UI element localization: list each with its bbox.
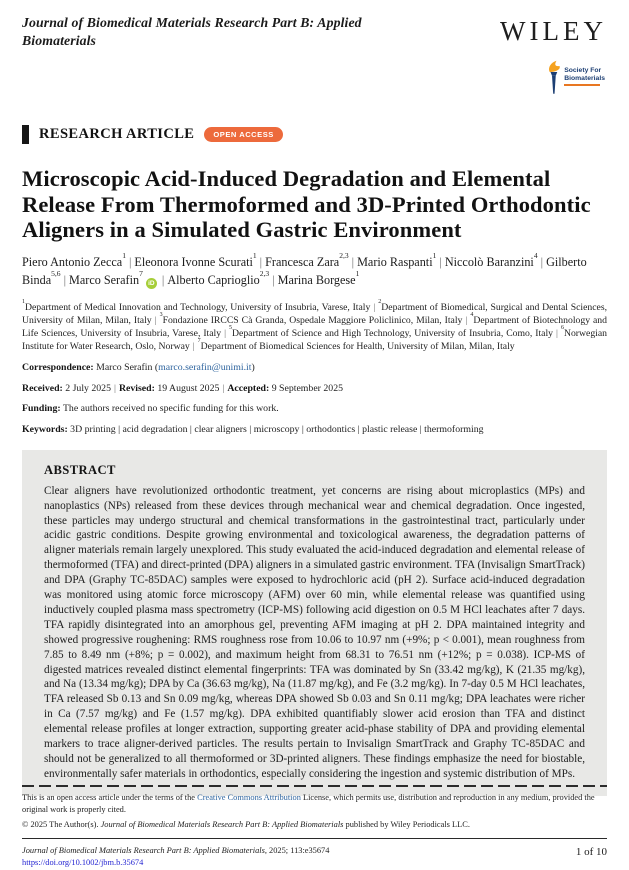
journal-name: Journal of Biomedical Materials Research Part B: Applied Biomaterials xyxy=(22,15,362,49)
affiliation: $^6$Norwegian Institute for Water Research, Oslo, Norway xyxy=(22,325,608,352)
affiliation-list xyxy=(22,298,608,354)
citation-line xyxy=(22,845,329,858)
separator: | xyxy=(222,382,225,394)
page-header xyxy=(22,14,607,101)
author: Alberto Caprioglio$^{2,3}$ xyxy=(167,268,270,288)
correspondence-text-after: ) xyxy=(251,361,255,373)
separator: | xyxy=(128,254,132,269)
article-type-label: RESEARCH ARTICLE xyxy=(39,126,195,142)
abstract-heading: ABSTRACT xyxy=(44,462,116,477)
doi-link[interactable]: https://doi.org/10.1002/jbm.b.35674 xyxy=(22,858,144,868)
copyright-journal-name: Journal of Biomedical Materials Research Part B: Applied Biomaterials xyxy=(100,820,344,830)
wiley-logo: WILEY xyxy=(500,16,607,46)
citation-block xyxy=(22,845,329,870)
date-item: Revised: 19 August 2025 xyxy=(118,382,220,394)
date-item: Accepted: 9 September 2025 xyxy=(227,382,343,394)
footer-bottom-row xyxy=(22,845,607,870)
separator: | xyxy=(63,273,67,288)
funding-line xyxy=(22,403,607,416)
dates-line xyxy=(22,383,607,396)
open-access-badge: OPEN ACCESS xyxy=(204,127,283,141)
keywords-text: 3D printing | acid degradation | clear aligners | microscopy | orthodontics | plastic release | thermoforming xyxy=(70,423,484,435)
copyright-text-after: published by Wiley Periodicals LLC. xyxy=(343,820,470,830)
affiliation: $^4$Department of Biotechnology and Life Sciences, University of Insubria, Varese, Italy xyxy=(22,311,607,339)
citation-journal-name: Journal of Biomedical Materials Research Part B: Applied Biomaterials xyxy=(22,845,265,855)
affiliation: $^2$Department of Biomedical, Surgical and Dental Sciences, University of Milan, Milan, Italy xyxy=(22,298,608,326)
author: Gilberto Binda$^{5,6}$ xyxy=(22,254,587,288)
separator: | xyxy=(540,254,544,269)
correspondence-label: Correspondence: xyxy=(22,361,94,373)
abstract-text: Clear aligners have revolutionized orthodontic treatment, yet concerns are rising about microplastics (MPs) and nanoplastics (NPs) released from these devices through mechanical wear and chemical degradation. Once ingested, these particles may undergo structural and chemical transformations in the gastrointestinal tract, particularly under acidic gastric conditions. Despite growing environmental and toxicological awareness, the degradation patterns of aligner materials remain largely unexplored. This study evaluated the acid-induced degradation and elemental release of thermoformed (TFA) and direct-printed (DPA) aligners in a simulated gastric environment. TFA (Invisalign SmartTrack) and DPA (Graphy TC-85DAC) samples were exposed to hydrochloric acid (pH 2). Surface acid-induced degradation was monitored using atomic force microscopy (AFM) over 60 min, while elemental release was quantified using inductively coupled plasma mass spectrometry (ICP-MS) following acid digestion on 0.5 M HCl leachates after 7 days. TFA rapidly disintegrated into an amorphous gel, preventing AFM imaging at pH 2. DPA maintained integrity and showed progressive roughening: RMS roughness rose from 10.06 to 10.97 nm (+9%; p < 0.001), mean roughness from 7.85 to 8.49 nm (+8%; p = 0.002), and maximum height from 68.31 to 76.51 nm (+12%; p = 0.038). ICP-MS of digested matrices revealed distinct elemental fingerprints: TFA was dominated by Sn (33.42 mg/kg), K (21.35 mg/kg), and Na (13.34 mg/kg); DPA by Ca (36.63 mg/kg), Na (11.87 mg/kg), and Fe (3.2 mg/kg). In 7-day 0.5 M HCl leachates, TFA released Sb 0.13 and Sn 0.09 mg/kg, whereas DPA showed Sb 0.03 and Sn 0.11 mg/kg; DPA leachates were richer in Ca (7.57 mg/kg) and Fe (1.57 mg/kg). DPA exhibited quantifiably slower acid erosion than TFA and distinct elemental release profiles at longer extraction, supporting greater acid-phase stability of DPA and providing elemental markers to trace aligner-derived particles. The results pertain to Invisalign SmartTrack and Graphy TC-85DAC and should not be generalized to all thermoformed or 3D-printed aligners. These findings emphasize the need for biostable, environmentally safer materials in orthodontics, especially considering the ingestion and systemic distribution of MPs. xyxy=(44,484,585,780)
separator: | xyxy=(224,327,227,339)
affiliation: $^7$Department of Biomedical Sciences for Health, University of Milan, Milan, Italy xyxy=(197,338,515,352)
author: Niccolò Baranzini$^4$ xyxy=(444,250,538,269)
author: Mario Raspanti$^1$ xyxy=(357,250,437,269)
correspondence-line xyxy=(22,362,607,375)
funding-text: The authors received no specific funding for this work. xyxy=(62,403,279,415)
citation-rest: , 2025; 113:e35674 xyxy=(264,845,330,855)
separator: | xyxy=(161,273,165,288)
separator: | xyxy=(465,314,468,326)
keywords-line xyxy=(22,424,607,437)
affiliation: $^5$Department of Science and High Technology, University of Insubria, Como, Italy xyxy=(229,325,554,339)
creative-commons-link[interactable]: Creative Commons Attribution xyxy=(197,793,301,802)
page-indicator: 1 of 10 xyxy=(575,845,607,858)
author: Marina Borgese$^1$ xyxy=(277,268,360,288)
abstract-box xyxy=(22,450,607,796)
separator: | xyxy=(259,254,263,269)
affiliation: $^3$Fondazione IRCCS Cà Granda, Ospedale Maggiore Policlinico, Milan, Italy xyxy=(159,311,463,326)
author: Piero Antonio Zecca$^1$ xyxy=(22,250,126,269)
license-text-before: This is an open access article under the terms of the xyxy=(22,793,198,802)
funding-label: Funding: xyxy=(22,403,61,415)
separator: | xyxy=(351,254,355,269)
society-logo-line2: Biomaterials xyxy=(564,74,605,82)
author: Marco Serafin$^7$iD xyxy=(69,273,159,287)
affiliation: $^1$Department of Medical Innovation and Technology, University of Insubria, Varese, Italy xyxy=(22,298,371,313)
separator: | xyxy=(113,382,116,394)
author: Francesca Zara$^{2,3}$ xyxy=(265,250,349,269)
publisher-block xyxy=(500,14,607,101)
copyright-text-before: © 2025 The Author(s). xyxy=(22,820,101,830)
society-logo-line1: Society For xyxy=(564,67,602,74)
author: Eleonora Ivonne Scurati$^1$ xyxy=(134,250,257,269)
correspondence-text-before: Marco Serafin ( xyxy=(96,361,159,373)
copyright-footnote xyxy=(22,819,607,831)
dashed-divider xyxy=(22,785,607,787)
separator: | xyxy=(556,327,558,339)
torch-icon xyxy=(546,60,561,101)
author-list xyxy=(22,250,597,290)
society-tagline-decoration xyxy=(564,84,600,86)
society-for-biomaterials-logo xyxy=(546,60,605,101)
separator: | xyxy=(272,273,275,288)
separator: | xyxy=(439,254,442,269)
solid-divider xyxy=(22,838,607,839)
correspondence-email-link[interactable]: marco.serafin@unimi.it xyxy=(158,361,252,373)
license-text-after: License, which permits use, distribution and reproduction in any medium, provided the original work is properly cited. xyxy=(22,793,595,815)
separator: | xyxy=(192,340,195,352)
page-footer xyxy=(22,785,607,870)
society-logo-text xyxy=(564,67,605,86)
separator: | xyxy=(154,314,157,326)
article-type-row xyxy=(22,125,607,144)
separator: | xyxy=(373,301,376,313)
license-footnote xyxy=(22,792,607,816)
keywords-label: Keywords: xyxy=(22,423,68,435)
article-title: Microscopic Acid-Induced Degradation and Elemental Release From Thermoformed and 3D-Printed Orthodontic Aligners in a Simulated Gastric Environment xyxy=(22,166,591,243)
orcid-icon[interactable]: iD xyxy=(146,278,157,289)
badge-bar-decoration xyxy=(22,125,29,144)
date-item: Received: 2 July 2025 xyxy=(22,382,111,394)
